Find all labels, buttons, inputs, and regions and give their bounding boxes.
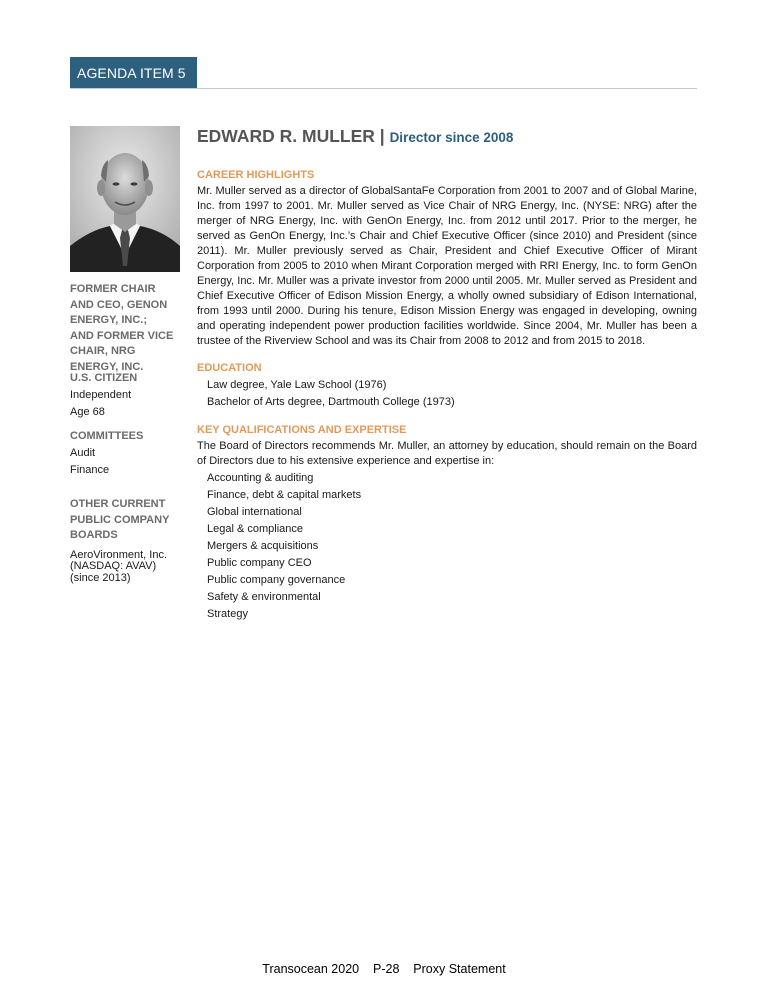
career-highlights-text: Mr. Muller served as a director of GlobalSantaFe Corporation from 2001 to 2007 and of Global Marine, Inc. from 1997 to 2001. Mr. Muller served as Vice Chair of NRG Energy, Inc. (NYSE: NRG) after the merger of NRG Energy, Inc. with GenOn Energy, Inc. from 2012 until 2017. Prior to the merger, he served as GenOn Energy, Inc.’s Chair and Chief Executive Officer (since 2010) and President (since 2011). Mr. Muller previously served as Chair, President and Chief Executive Officer of Mirant Corporation from 2005 to 2010 when Mirant Corporation merged with RRI Energy, Inc. to form GenOn Energy, Inc. Mr. Muller was a private investor from 2000 until 2005. Mr. Muller served as President and Chief Executive Officer of Edison Mission Energy, a wholly owned subsidiary of Edison International, from 1993 until 2000. During his tenure, Edison Mission Energy was engaged in developing, owning and operating independent power production facilities worldwide. Since 2004, Mr. Muller has been a trustee of the Riverview School and was its Chair from 2008 to 2012 and from 2015 to 2018. (197, 185, 697, 347)
education-heading: EDUCATION (197, 362, 262, 374)
director-name-header (197, 126, 513, 147)
committee-item: Finance (70, 463, 110, 476)
qualifications-intro: The Board of Directors recommends Mr. Muller, an attorney by education, should remain on the Board of Directors due to his extensive experience and expertise in: (197, 440, 697, 467)
title-separator: | (379, 126, 385, 146)
qualification-item: Legal & compliance (207, 523, 304, 535)
qualification-item: Strategy (207, 608, 248, 620)
agenda-item-tab: AGENDA ITEM 5 (70, 57, 197, 89)
committee-item: Audit (70, 446, 96, 459)
education-list (207, 377, 455, 411)
former-role-line: ENERGY, INC. (70, 360, 144, 373)
citizenship-block (70, 371, 185, 421)
qualification-item: Public company governance (207, 574, 346, 586)
other-boards-heading-line: OTHER CURRENT (70, 498, 166, 510)
citizenship: U.S. CITIZEN (70, 372, 138, 384)
page-footer: Transocean 2020 P-28 Proxy Statement (262, 962, 506, 976)
former-role-line: CHAIR, NRG (70, 345, 136, 357)
independence-status: Independent (70, 388, 132, 401)
other-boards-heading-line: BOARDS (70, 529, 118, 541)
qualification-item: Accounting & auditing (207, 472, 314, 484)
qualification-item: Safety & environmental (207, 591, 321, 603)
committees-block (70, 429, 185, 479)
qualification-item: Public company CEO (207, 557, 312, 569)
qualifications-heading: KEY QUALIFICATIONS AND EXPERTISE (197, 424, 407, 436)
other-boards-heading-line: PUBLIC COMPANY (70, 513, 170, 526)
career-highlights-heading: CAREER HIGHLIGHTS (197, 169, 315, 181)
other-board-line: (NASDAQ: AVAV) (70, 560, 157, 572)
qualification-item: Finance, debt & capital markets (207, 489, 362, 501)
qualifications-list (207, 470, 361, 623)
header-divider (70, 88, 697, 89)
other-board-line: AeroVironment, Inc. (70, 548, 168, 561)
committees-heading: COMMITTEES (70, 430, 144, 442)
former-role-line: AND FORMER VICE (70, 329, 174, 342)
education-item: Bachelor of Arts degree, Dartmouth College (1973) (207, 396, 455, 408)
education-item: Law degree, Yale Law School (1976) (207, 379, 387, 391)
other-boards-block (70, 497, 185, 584)
former-role-line: ENERGY, INC.; (70, 314, 148, 326)
qualification-item: Mergers & acquisitions (207, 540, 319, 552)
former-role-line: FORMER CHAIR (70, 283, 156, 295)
director-age: Age 68 (70, 405, 105, 418)
director-portrait (70, 126, 180, 272)
director-name: EDWARD R. MULLER (197, 126, 375, 146)
other-board-line: (since 2013) (70, 571, 131, 584)
director-since: Director since 2008 (389, 130, 514, 145)
former-role-block (70, 282, 185, 375)
former-role-line: AND CEO, GENON (70, 298, 168, 311)
qualification-item: Global international (207, 506, 302, 518)
